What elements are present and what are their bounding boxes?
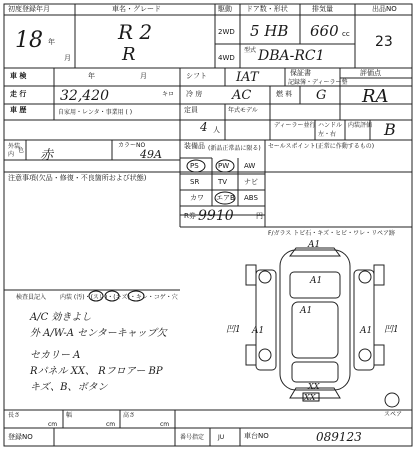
cooler-label: 冷 房 [186,90,203,98]
warranty-label: 保証書 [290,69,311,77]
fuel-value: G [316,88,327,103]
equipment-label: 装備品 [184,142,205,150]
shaken-label: 車 検 [10,72,27,80]
num-reg-label: 番号指定 [180,434,205,441]
r-ticket-label: R券 [184,212,196,220]
mark-hood: A1 [310,276,323,286]
mark-rear-floor: XX [304,393,316,402]
sales-point-label: セールスポイント(正常に作動するもの) [268,143,375,150]
hyouka-value: RA [362,86,389,107]
mileage-value: 32,420 [60,88,109,104]
fuel-label: 燃 料 [276,90,293,98]
hyouka-label: 評価点 [360,69,381,77]
shift-value: IAT [236,70,259,85]
equip-navi: ナビ [244,178,258,186]
first-reg-label: 初度登録年月 [8,5,50,13]
model-type-label: 型式 [244,47,257,54]
shaken-month-unit: 月 [140,72,147,80]
car-name: R 2 [118,20,153,44]
width-label: 幅 [66,412,73,419]
equip-tv: TV [218,178,228,186]
usage-options: 自家用・レンタ・事業用 ( ) [58,109,133,116]
capacity-label: 定員 [184,106,198,114]
cooler-value: AC [232,88,252,103]
handle-label: ハンドル [318,122,343,129]
year-model-label: 年式モデル [228,107,258,114]
spare-label: スペア [384,411,403,418]
model-type: DBA-RC1 [258,48,325,64]
inspector-note-5: キズ、B、ボタン [30,382,108,393]
warranty-sub: 記録簿・ディーラー整 [288,79,348,86]
equip-abs: ABS [244,194,258,202]
car-grade: R [122,44,136,65]
inspector-note-1: A/C 効きよし [30,312,92,323]
mark-cabin: A1 [300,306,313,316]
interior-label: 内装評価 [348,122,373,129]
height-unit: cm [160,421,170,428]
mark-roof: A1 [308,240,321,250]
cc-unit: cc [342,30,350,38]
equip-ps: PS [190,162,199,170]
regno-label: 登録NO [8,433,33,441]
equip-pw: PW [218,162,230,170]
inspector-note-4: Rパネル XX、 Rフロアー BP [30,366,163,377]
length-label: 長さ [8,412,21,419]
equip-aw: AW [244,162,256,170]
lot-label: 出品NO [372,5,397,13]
r-ticket-value: 9910 [198,208,234,224]
drive-label: 駆動 [218,5,232,13]
mileage-unit: キロ [162,91,175,98]
mark-right-door: A1 [360,326,373,336]
mileage-label: 走 行 [10,90,27,98]
inspector-options: 内装 (汚)・(スレ)・(キズ)・キレ・コゲ・穴 [60,294,178,301]
inspector-label: 検査員記入 [16,294,47,301]
handle-value: 左・右 [318,131,337,138]
exterior-color-value: 赤 [40,148,54,163]
shaken-year-unit: 年 [88,72,95,80]
lot-value: 23 [375,34,393,50]
capacity-unit: 人 [213,126,220,134]
mark-rear-panel: XX [308,382,320,391]
equip-sr: SR [190,178,200,186]
chassis-label: 車台NO [244,432,269,440]
usage-label: 車 歴 [10,106,27,114]
caution-label: 注意事項(欠品・修復・不良箇所および状態) [8,174,147,182]
inspector-note-2: 外 A/W-A センターキャップ欠 [30,328,167,339]
inspector-note-3: セカリー A [30,350,81,361]
interior-value: B [384,120,396,139]
exterior-label: 外装 [8,143,21,150]
reg-month-unit: 月 [64,54,71,62]
model-grade-label: 車名・グレード [112,5,161,13]
door-shape-label: ドア数・形状 [246,5,288,13]
equip-airbag: エアB [216,194,235,202]
width-unit: cm [106,421,116,428]
capacity-value: 4 [200,120,208,134]
displacement-label: 排気量 [312,5,333,13]
r-ticket-unit: 円 [256,212,263,220]
color-no-label: カラーNO [118,142,146,149]
doors-shape: 5 HB [250,22,289,40]
bottom-options: F/ガラス トビ石・キズ・ヒビ・ワレ・リペア跡 [268,230,395,237]
dealer-label: ディーラー並行 [274,122,316,129]
equip-kawa: カワ [190,194,204,202]
cc-value: 660 [310,22,339,40]
length-unit: cm [48,421,58,428]
mark-left-dent: 凹1 [226,325,241,335]
drive-4wd: 4WD [218,54,235,62]
car-diagram [246,248,399,407]
reg-year-value: 18 [15,28,43,53]
shift-label: シフト [186,72,207,80]
color-no: 49A [140,148,162,161]
chassis-value: 089123 [316,430,362,444]
reg-year-unit: 年 [48,38,55,46]
color-label: 色 [18,147,25,154]
ju-label: JU [218,434,225,441]
mark-left-door: A1 [252,326,265,336]
equipment-note: (新品正常品に限る) [208,145,261,152]
height-label: 高さ [123,412,136,419]
drive-2wd: 2WD [218,28,235,36]
interior-color-label: 内 [8,151,15,158]
mark-right-dent: 凹1 [384,325,399,335]
